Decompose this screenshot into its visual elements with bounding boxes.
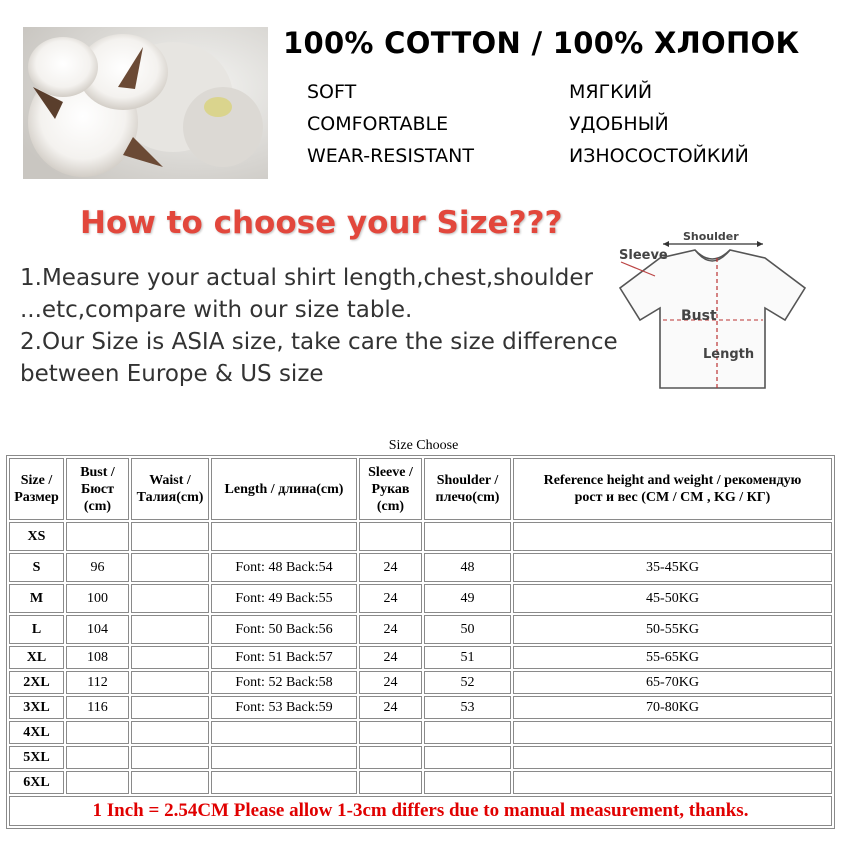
cell-shoulder	[424, 771, 511, 794]
cell-length: Font: 49 Back:55	[211, 584, 357, 613]
cell-size: 4XL	[9, 721, 64, 744]
cell-shoulder: 52	[424, 671, 511, 694]
cell-size: 2XL	[9, 671, 64, 694]
feature-soft: SOFT	[307, 81, 357, 103]
cell-bust	[66, 746, 129, 769]
cell-waist	[131, 771, 209, 794]
feature-wear-resistant-ru: ИЗНОСОСТОЙКИЙ	[569, 145, 749, 167]
cell-size: L	[9, 615, 64, 644]
cell-bust: 100	[66, 584, 129, 613]
measurement-note: 1 Inch = 2.54CM Please allow 1-3cm differs due to manual measurement, thanks.	[9, 796, 832, 826]
cell-waist	[131, 646, 209, 669]
features-ru	[569, 76, 749, 172]
feature-comfortable-ru: УДОБНЫЙ	[569, 113, 669, 135]
table-row	[9, 721, 832, 744]
col-size: Size / Размер	[9, 458, 64, 520]
cell-length: Font: 53 Back:59	[211, 696, 357, 719]
table-row	[9, 584, 832, 613]
col-bust: Bust / Бюст (cm)	[66, 458, 129, 520]
cell-length	[211, 746, 357, 769]
table-row	[9, 671, 832, 694]
table-row	[9, 615, 832, 644]
features-en	[307, 76, 474, 172]
cell-reference	[513, 746, 832, 769]
cell-shoulder: 53	[424, 696, 511, 719]
cell-waist	[131, 553, 209, 582]
cell-shoulder	[424, 522, 511, 551]
cell-size: 3XL	[9, 696, 64, 719]
cell-length: Font: 48 Back:54	[211, 553, 357, 582]
cell-waist	[131, 746, 209, 769]
table-row	[9, 771, 832, 794]
table-row	[9, 553, 832, 582]
cell-bust: 108	[66, 646, 129, 669]
cell-shoulder	[424, 746, 511, 769]
cell-reference: 70-80KG	[513, 696, 832, 719]
footnote-row	[9, 796, 832, 826]
cell-size: M	[9, 584, 64, 613]
cell-reference: 55-65KG	[513, 646, 832, 669]
length-label: Length	[703, 347, 755, 362]
table-caption: Size Choose	[388, 438, 459, 453]
feature-wear-resistant: WEAR-RESISTANT	[307, 145, 474, 167]
table-row	[9, 696, 832, 719]
cell-size: 6XL	[9, 771, 64, 794]
cell-waist	[131, 584, 209, 613]
sleeve-label: Sleeve	[619, 248, 668, 263]
cell-sleeve	[359, 771, 422, 794]
col-sleeve: Sleeve / Рукав (cm)	[359, 458, 422, 520]
cell-bust	[66, 771, 129, 794]
cell-size: XS	[9, 522, 64, 551]
cell-size: 5XL	[9, 746, 64, 769]
feature-comfortable: COMFORTABLE	[307, 113, 449, 135]
cell-reference: 50-55KG	[513, 615, 832, 644]
col-shoulder: Shoulder / плечо(cm)	[424, 458, 511, 520]
cell-bust	[66, 721, 129, 744]
cell-length	[211, 771, 357, 794]
cell-length	[211, 721, 357, 744]
table-row	[9, 646, 832, 669]
guide-line: 2.Our Size is ASIA size, take care the size difference	[20, 329, 618, 355]
size-table	[6, 455, 835, 829]
cell-waist	[131, 522, 209, 551]
col-length: Length / длина(cm)	[211, 458, 357, 520]
cell-reference	[513, 522, 832, 551]
cell-waist	[131, 671, 209, 694]
bust-label: Bust	[681, 308, 717, 324]
guide-line: 1.Measure your actual shirt length,chest,shoulder	[20, 265, 594, 291]
cell-reference: 45-50KG	[513, 584, 832, 613]
cell-shoulder: 51	[424, 646, 511, 669]
cell-sleeve	[359, 522, 422, 551]
cell-size: S	[9, 553, 64, 582]
cell-sleeve: 24	[359, 584, 422, 613]
guide-line: between Europe & US size	[20, 361, 324, 387]
cell-size: XL	[9, 646, 64, 669]
guide-instructions	[20, 262, 618, 390]
cell-length: Font: 51 Back:57	[211, 646, 357, 669]
banner-title: 100% COTTON / 100% ХЛОПОК	[283, 26, 800, 60]
cell-bust: 112	[66, 671, 129, 694]
table-row	[9, 522, 832, 551]
cell-shoulder: 50	[424, 615, 511, 644]
cell-reference: 35-45KG	[513, 553, 832, 582]
cell-waist	[131, 721, 209, 744]
cell-bust: 116	[66, 696, 129, 719]
shoulder-label: Shoulder	[683, 230, 739, 243]
cotton-photo	[23, 27, 268, 179]
cell-length	[211, 522, 357, 551]
cell-reference	[513, 721, 832, 744]
cell-sleeve: 24	[359, 615, 422, 644]
col-reference: Reference height and weight / рекомендую рост и вес (CM / CM , KG / КГ)	[513, 458, 832, 520]
table-row	[9, 746, 832, 769]
feature-soft-ru: МЯГКИЙ	[569, 81, 653, 103]
cell-length: Font: 50 Back:56	[211, 615, 357, 644]
cell-sleeve	[359, 721, 422, 744]
col-waist: Waist / Талия(cm)	[131, 458, 209, 520]
cell-shoulder	[424, 721, 511, 744]
cell-sleeve: 24	[359, 671, 422, 694]
cell-reference: 65-70KG	[513, 671, 832, 694]
guide-title: How to choose your Size???	[80, 205, 563, 241]
shirt-diagram	[605, 228, 820, 396]
cell-bust: 104	[66, 615, 129, 644]
cell-sleeve: 24	[359, 696, 422, 719]
cell-waist	[131, 615, 209, 644]
cell-shoulder: 48	[424, 553, 511, 582]
cell-sleeve: 24	[359, 553, 422, 582]
cell-waist	[131, 696, 209, 719]
cell-bust: 96	[66, 553, 129, 582]
cell-sleeve	[359, 746, 422, 769]
cell-reference	[513, 771, 832, 794]
cell-bust	[66, 522, 129, 551]
cell-length: Font: 52 Back:58	[211, 671, 357, 694]
guide-line: ...etc,compare with our size table.	[20, 297, 413, 323]
header-row	[9, 458, 832, 520]
cell-sleeve: 24	[359, 646, 422, 669]
cell-shoulder: 49	[424, 584, 511, 613]
